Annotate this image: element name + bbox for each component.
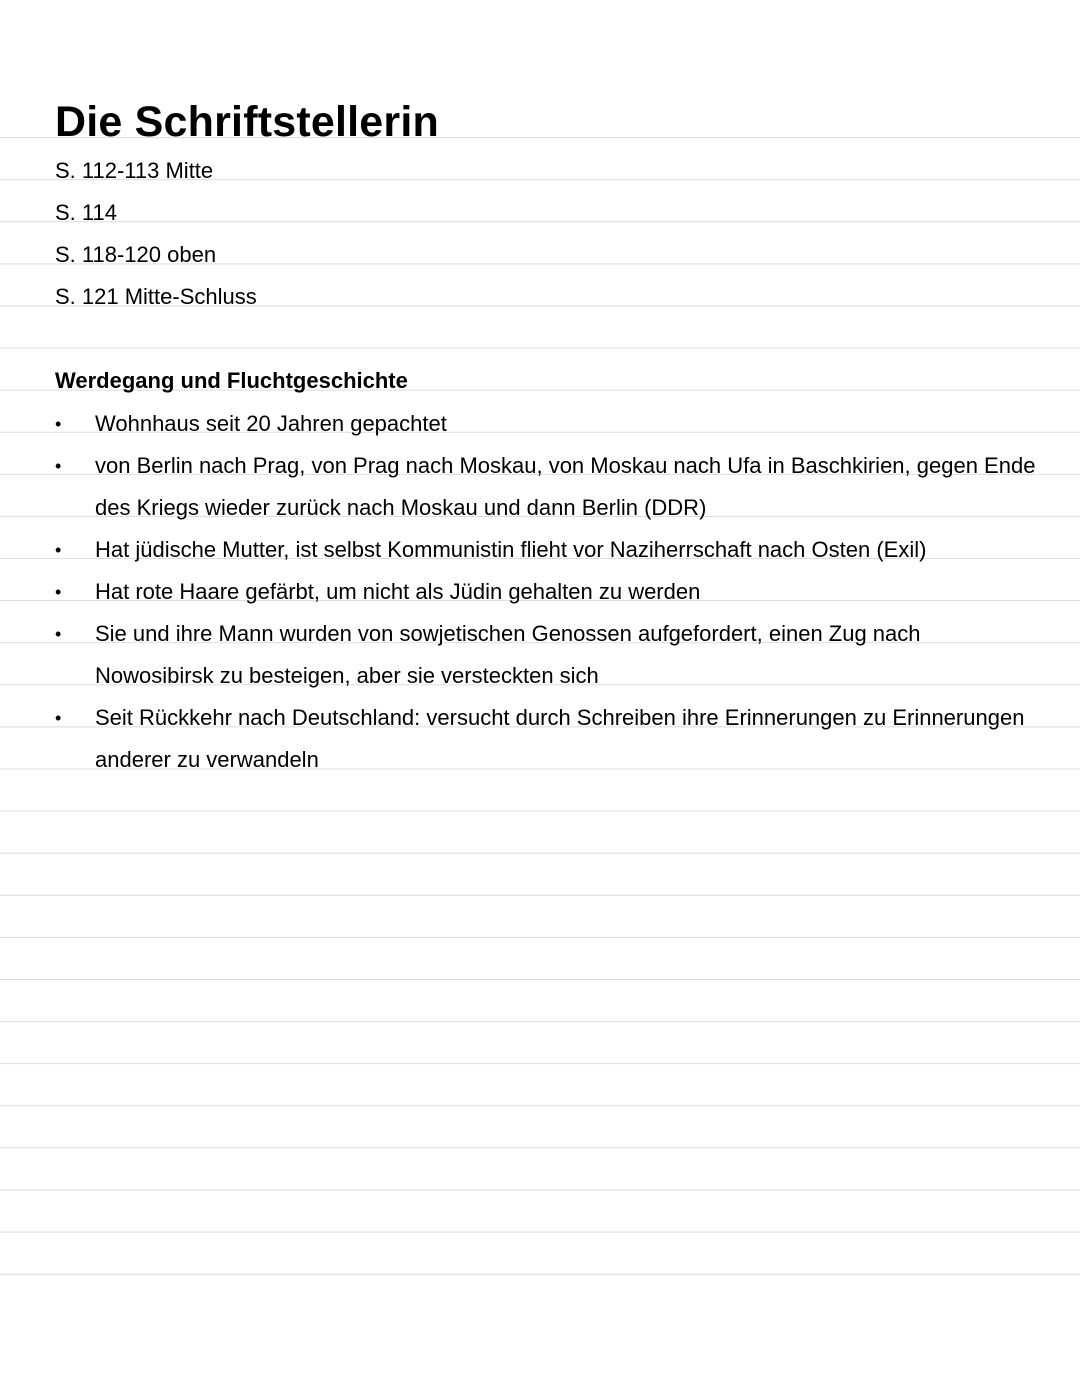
list-item-text: Sie und ihre Mann wurden von sowjetischen Genossen aufgefordert, einen Zug nach Nowosibirsk zu besteigen, aber sie versteckten sich (95, 621, 921, 689)
bullet-icon: • (55, 624, 62, 645)
bullet-icon: • (55, 539, 62, 560)
section-heading: Werdegang und Fluchtgeschichte (55, 368, 408, 394)
list-item-text: von Berlin nach Prag, von Prag nach Moskau, von Moskau nach Ufa in Baschkirien, gegen Ende des Kriegs wieder zurück nach Moskau und dann Berlin (DDR) (95, 452, 1036, 520)
list-item-text: Hat rote Haare gefärbt, um nicht als Jüdin gehalten zu werden (95, 578, 701, 604)
blank-line (55, 318, 1045, 360)
page-reference: S. 118-120 oben (55, 242, 217, 268)
bullet-icon: • (55, 455, 62, 476)
page-reference: S. 121 Mitte-Schluss (55, 284, 257, 310)
list-item-text: Hat jüdische Mutter, ist selbst Kommunistin flieht vor Naziherrschaft nach Osten (Exil) (95, 536, 927, 562)
list-item (55, 445, 1045, 529)
list-item-text: Wohnhaus seit 20 Jahren gepachtet (95, 410, 447, 436)
bullet-icon: • (55, 581, 62, 602)
page-reference: S. 112-113 Mitte (55, 158, 214, 183)
bullet-icon: • (55, 413, 62, 434)
document-body (55, 150, 1045, 781)
page-title: Die Schriftstellerin (55, 98, 439, 146)
bottom-margin (0, 1278, 1080, 1394)
bullet-icon: • (55, 708, 62, 729)
list-item (55, 697, 1045, 781)
list-item (55, 529, 1045, 571)
page-reference: S. 114 (55, 200, 117, 226)
list-item (55, 403, 1045, 445)
list-item-text: Seit Rückkehr nach Deutschland: versucht durch Schreiben ihre Erinnerungen zu Erinnerungen anderer zu verwandeln (95, 705, 1025, 773)
bullet-list (55, 403, 1045, 782)
list-item (55, 613, 1045, 697)
page-reference-list (55, 150, 1045, 318)
list-item (55, 571, 1045, 613)
